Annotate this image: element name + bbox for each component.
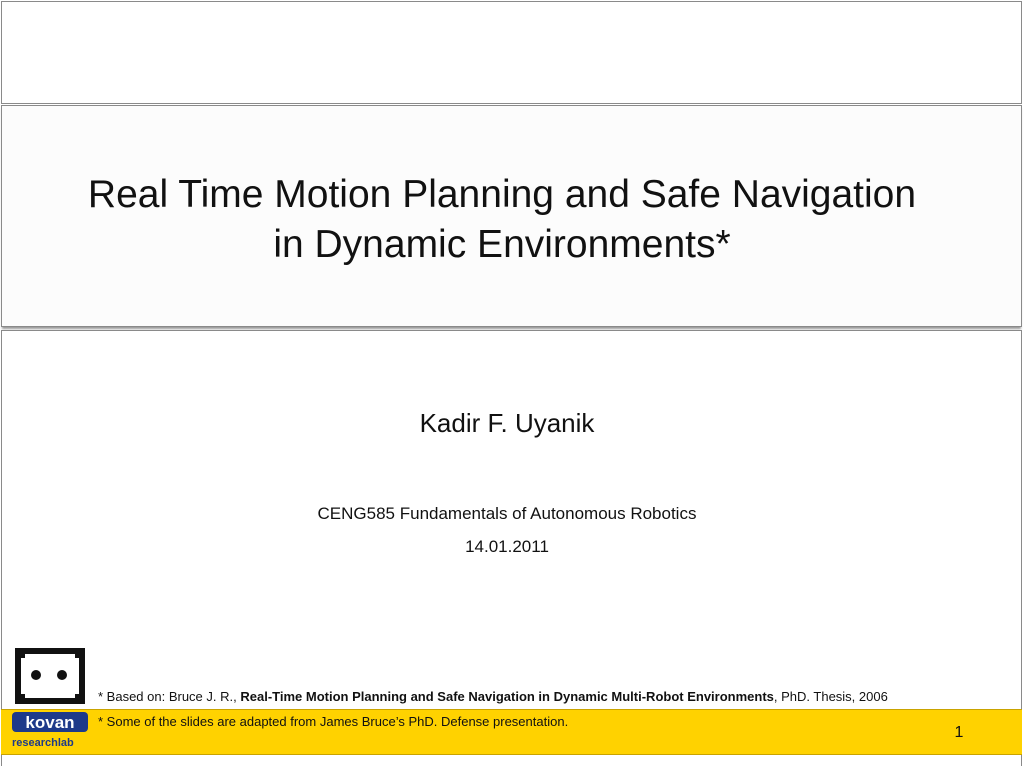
presentation-date: 14.01.2011 [465, 537, 549, 556]
reference-suffix: , PhD. Thesis, 2006 [773, 689, 888, 704]
author-name: Kadir F. Uyanik [419, 408, 595, 438]
kovan-logo [12, 712, 92, 752]
reference-prefix: * Based on: Bruce J. R., [98, 689, 241, 704]
footer-note: * Some of the slides are adapted from James Bruce’s PhD. Defense presentation. [98, 714, 569, 729]
logo-word-top: kovan [25, 713, 75, 732]
slide-title [2, 170, 1002, 270]
page-number: 1 [954, 724, 964, 741]
top-band [1, 1, 1022, 104]
logo-word-bottom: researchlab [12, 737, 74, 749]
course-name: CENG585 Fundamentals of Autonomous Robotics [317, 504, 697, 523]
title-line-1: Real Time Motion Planning and Safe Navigation [87, 173, 917, 216]
reference-title: Real-Time Motion Planning and Safe Navigation in Dynamic Multi-Robot Environments [240, 689, 774, 704]
reference-line [98, 689, 1018, 704]
robot-face-icon [12, 645, 88, 707]
title-line-2: in Dynamic Environments* [273, 223, 731, 266]
title-box [1, 105, 1022, 327]
